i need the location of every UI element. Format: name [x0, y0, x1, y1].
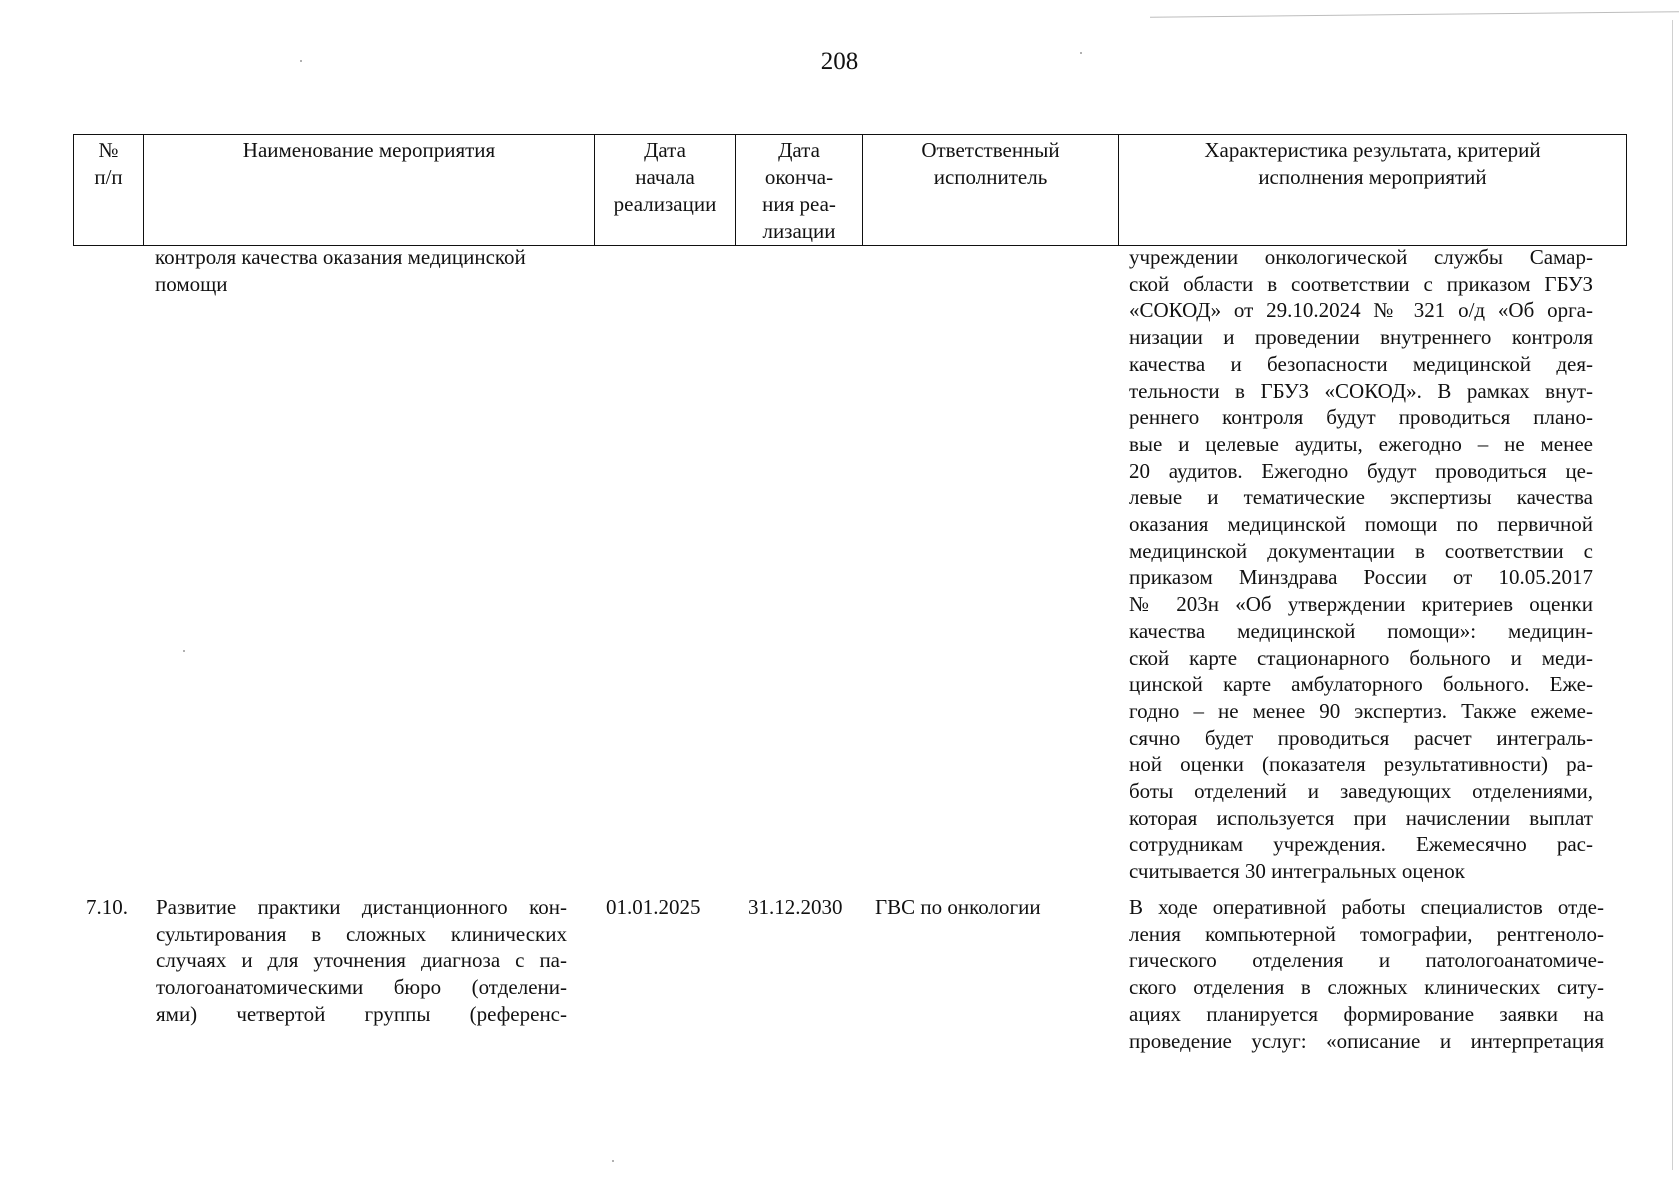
row-name-cell — [156, 894, 567, 1028]
text-line: реннего контроля будут проводиться плано- — [1129, 405, 1593, 430]
continued-result-cell — [1129, 244, 1593, 885]
row-end-date: 31.12.2030 — [748, 895, 843, 919]
header-result-line: исполнения мероприятий — [1258, 165, 1487, 189]
scan-speck — [612, 1160, 614, 1162]
text-line: сотрудникам учреждения. Ежемесячно рас- — [1129, 832, 1593, 857]
text-line: цинской карте амбулаторного больного. Еже- — [1129, 672, 1593, 697]
header-name — [144, 135, 595, 246]
text-line: медицинской документации в соответствии с — [1129, 538, 1593, 563]
text-line: помощи — [155, 271, 228, 296]
text-line: учреждении онкологической службы Самар- — [1129, 245, 1593, 269]
text-line: ского отделения в сложных клинических ситу- — [1129, 975, 1604, 1000]
header-end-line: лизации — [762, 219, 836, 243]
row-number: 7.10. — [86, 895, 128, 919]
header-responsible-line: исполнитель — [933, 165, 1048, 189]
text-line: проведение услуг: «описание и интерпретация — [1129, 1028, 1604, 1053]
text-line: которая используется при начислении выплат — [1129, 805, 1593, 830]
scan-edge-line-right — [1672, 20, 1673, 1170]
text-line: сультирования в сложных клинических — [156, 921, 567, 946]
text-line: Развитие практики дистанционного кон- — [156, 895, 567, 919]
text-line: случаях и для уточнения диагноза с па- — [156, 948, 567, 973]
text-line: левые и тематические экспертизы качества — [1129, 485, 1593, 510]
header-start-date — [595, 135, 736, 246]
document-table — [73, 134, 1627, 246]
page-number: 208 — [820, 48, 859, 75]
header-end-line: оконча- — [764, 165, 834, 189]
header-result-line: Характеристика результата, критерий — [1204, 138, 1541, 162]
row-result-cell — [1129, 894, 1604, 1054]
text-line: годно – не менее 90 экспертиз. Также ежеме- — [1129, 698, 1593, 723]
text-line: В ходе оперативной работы специалистов отде- — [1129, 895, 1604, 919]
header-end-line: Дата — [778, 138, 820, 162]
text-line: считывается 30 интегральных оценок — [1129, 859, 1465, 884]
text-line: ской области в соответствии с приказом ГБУЗ — [1129, 271, 1593, 296]
text-line: качества и безопасности медицинской дея- — [1129, 351, 1593, 376]
text-line: тологоанатомическими бюро (отделени- — [156, 975, 567, 1000]
row-responsible: ГВС по онкологии — [875, 895, 1041, 919]
header-start-line: Дата — [644, 138, 686, 162]
text-line: ями) четвертой группы (референс- — [156, 1001, 567, 1026]
text-line: ской карте стационарного больного и меди- — [1129, 645, 1593, 670]
text-line: качества медицинской помощи»: медицин- — [1129, 618, 1593, 643]
header-end-date — [736, 135, 863, 246]
header-responsible — [863, 135, 1119, 246]
scan-speck — [183, 650, 185, 652]
text-line: оказания медицинской помощи по первичной — [1129, 512, 1593, 537]
text-line: контроля качества оказания медицинской — [155, 245, 526, 269]
text-line: ациях планируется формирование заявки на — [1129, 1001, 1604, 1026]
text-line: 20 аудитов. Ежегодно будут проводиться це- — [1129, 458, 1593, 483]
text-line: боты отделений и заведующих отделениями, — [1129, 779, 1593, 804]
header-end-line: ния реа- — [762, 192, 836, 216]
row-start-date: 01.01.2025 — [606, 895, 701, 919]
text-line: сячно будет проводиться расчет интеграль- — [1129, 725, 1593, 750]
text-line: № 203н «Об утверждении критериев оценки — [1129, 592, 1593, 617]
header-start-line: начала — [635, 165, 695, 189]
header-name-line: Наименование мероприятия — [242, 138, 496, 162]
header-number-line: № — [98, 138, 119, 162]
text-line: «СОКОД» от 29.10.2024 № 321 о/д «Об орга- — [1129, 298, 1593, 323]
text-line: вые и целевые аудиты, ежегодно – не менее — [1129, 431, 1593, 456]
header-number-line: п/п — [94, 165, 123, 189]
scan-edge-line — [1150, 11, 1679, 18]
text-line: гического отделения и патологоанатомиче- — [1129, 948, 1604, 973]
header-responsible-line: Ответственный — [921, 138, 1060, 162]
text-line: приказом Минздрава России от 10.05.2017 — [1129, 565, 1593, 590]
text-line: ления компьютерной томографии, рентгеноло- — [1129, 921, 1604, 946]
header-start-line: реализации — [613, 192, 717, 216]
header-result — [1119, 135, 1627, 246]
text-line: низации и проведении внутреннего контроля — [1129, 325, 1593, 350]
table-header-row — [74, 135, 1627, 246]
header-number — [74, 135, 144, 246]
continued-name-cell — [155, 244, 580, 297]
text-line: ной оценки (показателя результативности) ра- — [1129, 752, 1593, 777]
text-line: тельности в ГБУЗ «СОКОД». В рамках внут- — [1129, 378, 1593, 403]
